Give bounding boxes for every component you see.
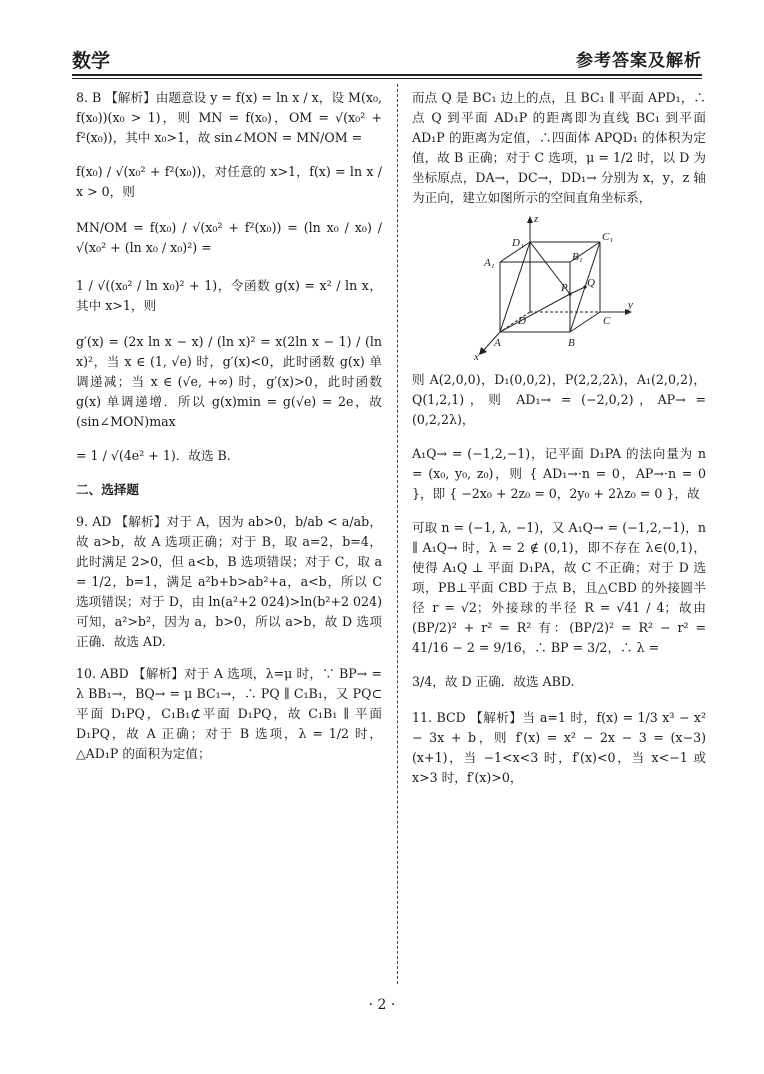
problem-8-step: f(x₀) / √(x₀² + f²(x₀))，对任意的 x>1，f(x) = ln x / x > 0，则 <box>76 164 382 199</box>
problem-8-ratio: MN/OM = f(x₀) / √(x₀² + f²(x₀)) = (ln x₀ / x₀) / √(x₀² + (ln x₀ / x₀)²) = <box>76 220 382 255</box>
label-D1: D₁ <box>512 237 524 249</box>
z-arrow <box>527 216 533 223</box>
problem-8-answer: = 1 / √(4e² + 1)．故选 B. <box>76 448 231 463</box>
problem-9: 9. AD 【解析】对于 A，因为 ab>0，b/ab < a/ab，故 a>b，故 A 选项正确；对于 B，取 a=2，b=4，此时满足 2>0，但 a<b，B 选项错误；对于 C，取 a = 1/2，b=1，满足 a²b+b>ab²+a，a<b，所以 C 选项错误；对于 D，由 ln(a²+2 024)>ln(b²+2 024) 可知，a²>b²，因为 a，b>0，所以 a>b，故 D 选项正确．故选 AD. <box>76 514 382 649</box>
label-y: y <box>628 299 633 311</box>
coordinate-cube-diagram <box>460 212 640 362</box>
label-C1: C₁ <box>602 231 614 243</box>
problem-11: 11. BCD 【解析】当 a=1 时，f(x) = 1/3 x³ − x² − 3x + b，则 f′(x) = x² − 2x − 3 = (x−3)(x+1)，当 −1<x<3 时，f′(x)<0，当 x<−1 或 x>3 时，f′(x)>0， <box>412 710 706 785</box>
normal-vector-text: A₁Q→ = (−1,2,−1)，记平面 D₁PA 的法向量为 n = (x₀, y₀, z₀)，则 { AD₁→·n = 0，AP→·n = 0 }，即 { −2x₀ + 2z₀ = 0，2y₀ + 2λz₀ = 0 }，故 <box>412 446 706 501</box>
left-column <box>76 88 382 764</box>
label-P: P <box>561 282 568 294</box>
problem-8-function: 1 / √((x₀² / ln x₀)² + 1)，令函数 g(x) = x² / ln x，其中 x>1，则 <box>76 278 382 313</box>
column-divider <box>397 84 398 984</box>
problem-10-continued: 而点 Q 是 BC₁ 边上的点，且 BC₁ ∥ 平面 APD₁，∴点 Q 到平面 AD₁P 的距离即为直线 BC₁ 到平面 AD₁P 的距离为定值，∴四面体 APQD₁ 的体积为定值，故 B 正确；对于 C 选项，μ = 1/2 时，以 D 为坐标原点，DA→，DC→，DD₁→ 分别为 x，y，z 轴为正向，建立如图所示的空间直角坐标系， <box>412 90 706 205</box>
point-P <box>568 292 571 295</box>
coordinates-text: 则 A(2,0,0)，D₁(0,0,2)，P(2,2,2λ)，A₁(2,0,2)，Q(1,2,1)，则 AD₁→ = (−2,0,2)，AP→ = (0,2,2λ)， <box>412 372 706 427</box>
label-z: z <box>534 213 539 225</box>
label-x: x <box>474 351 479 362</box>
page-header <box>72 42 702 76</box>
label-A: A <box>494 337 501 349</box>
subject-label: 数学 <box>72 50 111 72</box>
problem-10-answer: 3/4，故 D 正确．故选 ABD. <box>412 674 575 689</box>
label-Q: Q <box>587 277 595 289</box>
label-C: C <box>603 315 611 327</box>
right-column <box>412 88 706 788</box>
cube-figure <box>412 212 706 362</box>
label-A1: A₁ <box>484 257 495 269</box>
label-D: D <box>518 315 526 327</box>
problem-8-derivative: g′(x) = (2x ln x − x) / (ln x)² = x(2ln x − 1) / (ln x)²，当 x ∈ (1, √e) 时，g′(x)<0，此时函数 g(x) 单调递减；当 x ∈ (√e, +∞) 时，g′(x)>0，此时函数 g(x) 单调递增．所以 g(x)min = g(√e) = 2e，故 (sin∠MON)max <box>76 334 382 429</box>
problem-8-intro: 8. B 【解析】由题意设 y = f(x) = ln x / x，设 M(x₀, f(x₀))(x₀ > 1)，则 MN = f(x₀)，OM = √(x₀² + f²(x₀))，其中 x₀>1，故 sin∠MON = MN/OM = <box>76 90 382 145</box>
page-number: · 2 · <box>368 997 396 1013</box>
section-title-choice: 二、选择题 <box>76 482 139 497</box>
problem-10: 10. ABD 【解析】对于 A 选项，λ=μ 时，∵ BP→ = λ BB₁→，BQ→ = μ BC₁→，∴ PQ ∥ C₁B₁，又 PQ⊂平面 D₁PQ，C₁B₁⊄平面 D₁PQ，故 C₁B₁ ∥ 平面 D₁PQ，故 A 正确；对于 B 选项，λ = 1/2 时，△AD₁P 的面积为定值； <box>76 666 382 761</box>
header-title: 参考答案及解析 <box>576 51 702 71</box>
edge-BC <box>570 312 600 332</box>
option-c-d-text: 可取 n = (−1, λ, −1)，又 A₁Q→ = (−1,2,−1)，n ∥ A₁Q→ 时，λ = 2 ∉ (0,1)，即不存在 λ∈(0,1)，使得 A₁Q ⊥ 平面 D₁PA，故 C 不正确；对于 D 选项，PB⊥平面 CBD 于点 B，且△CBD 的外接圆半径 r = √2；外接球的半径 R = √41 / 4；故由 (BP/2)² + r² = R² 有：(BP/2)² = R² − r² = 41/16 − 2 = 9/16，∴ BP = 3/2，∴ λ = <box>412 520 706 655</box>
label-B: B <box>568 337 575 349</box>
label-B1: B₁ <box>572 251 583 263</box>
